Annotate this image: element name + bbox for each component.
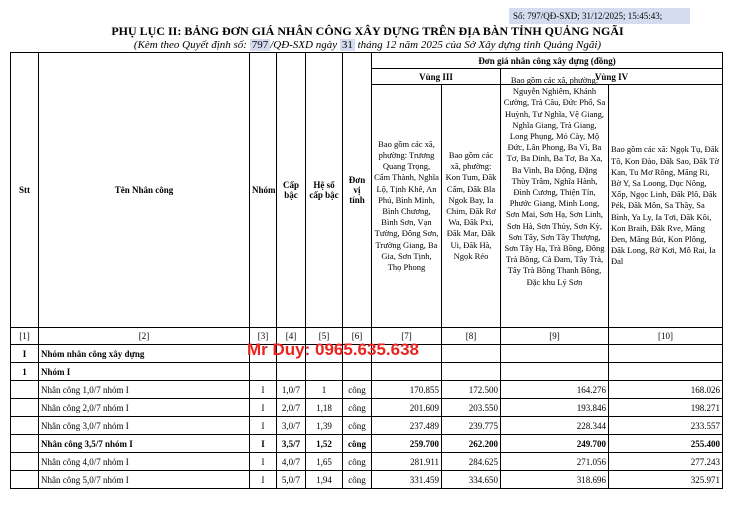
row-group: I [250, 471, 277, 489]
row-price-col7: 331.459 [372, 471, 442, 489]
colnum-6: [6] [343, 328, 372, 345]
row-price-col8: 203.550 [442, 399, 501, 417]
page-subtitle [0, 38, 735, 52]
table-row [11, 417, 723, 435]
row-price-col9: 318.696 [501, 471, 609, 489]
document-stamp: Số: 797/QĐ-SXD; 31/12/2025; 15:45:43; [509, 8, 690, 24]
table-row [11, 435, 723, 453]
row-price-col9: 193.846 [501, 399, 609, 417]
row-unit: công [343, 471, 372, 489]
sub-group-name: Nhóm I [39, 363, 250, 381]
row-coef: 1,39 [306, 417, 343, 435]
row-stt [11, 417, 39, 435]
row-unit: công [343, 435, 372, 453]
colnum-1: [1] [11, 328, 39, 345]
row-group: I [250, 399, 277, 417]
row-group: I [250, 381, 277, 399]
row-price-col7: 201.609 [372, 399, 442, 417]
row-unit: công [343, 417, 372, 435]
decision-day: 31 [341, 39, 353, 51]
table-row [11, 453, 723, 471]
row-coef: 1,52 [306, 435, 343, 453]
colnum-3: [3] [250, 328, 277, 345]
data-rows [11, 381, 723, 489]
row-group: I [250, 417, 277, 435]
header-stt: Stt [11, 53, 39, 328]
colnum-10: [10] [609, 328, 723, 345]
row-level: 5,0/7 [277, 471, 306, 489]
header-coef: Hệ số cấp bậc [306, 53, 343, 328]
row-name: Nhân công 4,0/7 nhóm I [39, 453, 250, 471]
row-price-col8: 334.650 [442, 471, 501, 489]
row-stt [11, 381, 39, 399]
row-name: Nhân công 2,0/7 nhóm I [39, 399, 250, 417]
row-stt [11, 435, 39, 453]
row-price-col7: 281.911 [372, 453, 442, 471]
row-price-col7: 237.489 [372, 417, 442, 435]
row-price-col10: 277.243 [609, 453, 723, 471]
sub-group-stt: 1 [11, 363, 39, 381]
desc-col9-text: Bao gồm các xã, phường: Nguyễn Nghiêm, Khánh Cường, Trà Câu, Đức Phổ, Sa Huỳnh, Tư Nghĩa, Vệ Giang, Nghĩa Giang, Trà Giang, Long Phụng, Mỏ Cày, Mộ Đức, Lân Phong, Ba Vì, Ba Tơ, Ba Dinh, Ba Tơ, Ba Xa, Ba Vinh, Ba Động, Đặng Thùy Trâm, Nghĩa Hành, Đình Cương, Thiện Tín, Phước Giang, Minh Long, Sơn Mai, Sơn Hạ, Sơn Linh, Sơn Hà, Sơn Thủy, Sơn Kỳ, Sơn Tây, Sơn Tây Thượng, Sơn Tây Hạ, Trà Bồng, Đông Trà Bồng, Cà Đam, Tây Trà, Tây Trà Bồng Thanh Bồng, Đặc khu Lý Sơn [503, 75, 606, 287]
table-row [11, 471, 723, 489]
header-region-3: Vùng III [372, 69, 501, 85]
subtitle-mid: /QĐ-SXD ngày [270, 39, 338, 51]
row-price-col8: 239.775 [442, 417, 501, 435]
row-coef: 1,18 [306, 399, 343, 417]
row-price-col7: 259.700 [372, 435, 442, 453]
colnum-7: [7] [372, 328, 442, 345]
header-level: Cấp bậc [277, 53, 306, 328]
desc-col10: Bao gồm các xã: Ngọk Tụ, Đăk Tô, Kon Đào, Đăk Sao, Đăk Tờ Kan, Tu Mơ Rông, Măng Ri, Bờ Y, Sa Loong, Dục Nông, Xốp, Ngọc Linh, Đăk Plô, Đăk Pék, Đăk Môn, Sa Thầy, Sa Bình, Ya Ly, Ia Tơi, Đăk Kôi, Kon Braih, Đăk Rve, Măng Đen, Măng Bút, Kon Plông, Đăk Long, Rờ Kơi, Mô Rai, Ia Đal [609, 85, 723, 328]
row-coef: 1,94 [306, 471, 343, 489]
row-price-col9: 164.276 [501, 381, 609, 399]
row-stt [11, 453, 39, 471]
row-coef: 1,65 [306, 453, 343, 471]
row-price-col8: 172.500 [442, 381, 501, 399]
row-price-col10: 255.400 [609, 435, 723, 453]
row-price-col10: 325.971 [609, 471, 723, 489]
header-region-4: Vùng IV [501, 69, 723, 85]
desc-col7: Bao gồm các xã, phường: Trương Quang Trọng, Cẩm Thành, Nghĩa Lộ, Tịnh Khê, An Phú, Bình Minh, Bình Chương, Bình Sơn, Vạn Tường, Đông Sơn, Trường Giang, Ba Gia, Sơn Tịnh, Thọ Phong [372, 85, 442, 328]
colnum-5: [5] [306, 328, 343, 345]
row-level: 2,0/7 [277, 399, 306, 417]
row-price-col7: 170.855 [372, 381, 442, 399]
row-unit: công [343, 399, 372, 417]
row-name: Nhân công 5,0/7 nhóm I [39, 471, 250, 489]
row-unit: công [343, 381, 372, 399]
row-price-col9: 228.344 [501, 417, 609, 435]
row-price-col8: 262.200 [442, 435, 501, 453]
desc-col9 [501, 75, 609, 328]
row-coef: 1 [306, 381, 343, 399]
row-name: Nhân công 3,0/7 nhóm I [39, 417, 250, 435]
colnum-8: [8] [442, 328, 501, 345]
row-name: Nhân công 1,0/7 nhóm I [39, 381, 250, 399]
row-price-col10: 168.026 [609, 381, 723, 399]
labor-price-table [10, 52, 723, 489]
colnum-2: [2] [39, 328, 250, 345]
row-group: I [250, 453, 277, 471]
header-price-group: Đơn giá nhân công xây dựng (đồng) [372, 53, 723, 69]
row-group: I [250, 435, 277, 453]
subtitle-suffix: tháng 12 năm 2025 của Sở Xây dựng tỉnh Quảng Ngãi) [357, 39, 602, 51]
header-name: Tên Nhân công [39, 53, 250, 328]
page-title: PHỤ LỤC II: BẢNG ĐƠN GIÁ NHÂN CÔNG XÂY DỰNG TRÊN ĐỊA BÀN TỈNH QUẢNG NGÃI [111, 24, 624, 38]
row-price-col10: 233.557 [609, 417, 723, 435]
row-level: 1,0/7 [277, 381, 306, 399]
sub-group-row [11, 363, 723, 381]
desc-col8: Bao gồm các xã, phường: Kon Tum, Đăk Cấm, Đăk Bla Ngok Bay, Ia Chim, Đăk Rơ Wa, Đăk Pxi, Đăk Mar, Đăk Ui, Đăk Hà, Ngọk Réo [442, 85, 501, 328]
group-name: Nhóm nhân công xây dựng [39, 345, 250, 363]
header-unit: Đơn vị tính [343, 53, 372, 328]
subtitle-prefix: (Kèm theo Quyết định số: [133, 39, 247, 51]
group-stt: I [11, 345, 39, 363]
colnum-9: [9] [501, 328, 609, 345]
row-name: Nhân công 3,5/7 nhóm I [39, 435, 250, 453]
row-level: 4,0/7 [277, 453, 306, 471]
row-stt [11, 399, 39, 417]
row-level: 3,0/7 [277, 417, 306, 435]
row-stt [11, 471, 39, 489]
table-row [11, 381, 723, 399]
header-group: Nhóm [250, 53, 277, 328]
row-price-col10: 198.271 [609, 399, 723, 417]
table-row [11, 399, 723, 417]
row-unit: công [343, 453, 372, 471]
decision-number: 797 [251, 39, 269, 51]
promo-text: Mr Duy: 0965.635.638 [247, 340, 419, 359]
row-level: 3,5/7 [277, 435, 306, 453]
row-price-col9: 271.056 [501, 453, 609, 471]
row-price-col9: 249.700 [501, 435, 609, 453]
colnum-4: [4] [277, 328, 306, 345]
row-price-col8: 284.625 [442, 453, 501, 471]
